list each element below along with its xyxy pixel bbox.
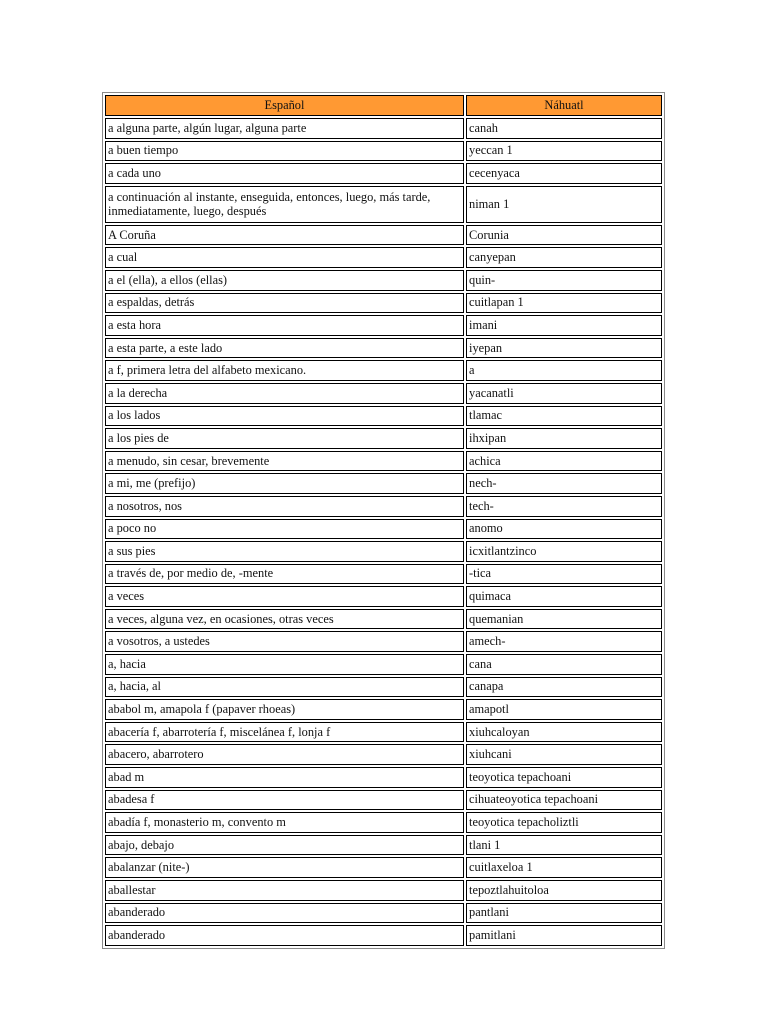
- table-row: [105, 722, 662, 743]
- cell-espanol: ababol m, amapola f (papaver rhoeas): [105, 699, 464, 720]
- cell-espanol: a cual: [105, 247, 464, 268]
- cell-espanol: abanderado: [105, 903, 464, 924]
- table-row: [105, 247, 662, 268]
- cell-nahuatl: amapotl: [466, 699, 662, 720]
- table-row: [105, 141, 662, 162]
- table-row: [105, 473, 662, 494]
- cell-nahuatl: cana: [466, 654, 662, 675]
- table-row: [105, 186, 662, 223]
- table-row: [105, 360, 662, 381]
- cell-espanol: a los lados: [105, 406, 464, 427]
- cell-espanol: a buen tiempo: [105, 141, 464, 162]
- cell-nahuatl: xiuhcani: [466, 744, 662, 765]
- table-row: [105, 163, 662, 184]
- cell-nahuatl: cuitlapan 1: [466, 293, 662, 314]
- cell-espanol: a través de, por medio de, -mente: [105, 564, 464, 585]
- cell-espanol: a poco no: [105, 519, 464, 540]
- cell-espanol: abadía f, monasterio m, convento m: [105, 812, 464, 833]
- cell-espanol: abacero, abarrotero: [105, 744, 464, 765]
- table-row: [105, 315, 662, 336]
- table-row: [105, 586, 662, 607]
- cell-espanol: a menudo, sin cesar, brevemente: [105, 451, 464, 472]
- table-row: [105, 270, 662, 291]
- cell-nahuatl: yacanatli: [466, 383, 662, 404]
- table-row: [105, 564, 662, 585]
- header-nahuatl: Náhuatl: [466, 95, 662, 116]
- cell-espanol: a veces: [105, 586, 464, 607]
- table-row: [105, 609, 662, 630]
- table-row: [105, 338, 662, 359]
- cell-nahuatl: xiuhcaloyan: [466, 722, 662, 743]
- table-row: [105, 903, 662, 924]
- cell-nahuatl: iyepan: [466, 338, 662, 359]
- cell-espanol: abacería f, abarrotería f, miscelánea f, lonja f: [105, 722, 464, 743]
- table-row: [105, 428, 662, 449]
- table-row: [105, 767, 662, 788]
- cell-espanol: abad m: [105, 767, 464, 788]
- cell-espanol: abajo, debajo: [105, 835, 464, 856]
- table-row: [105, 699, 662, 720]
- cell-nahuatl: canah: [466, 118, 662, 139]
- cell-nahuatl: anomo: [466, 519, 662, 540]
- cell-espanol: a cada uno: [105, 163, 464, 184]
- cell-espanol: A Coruña: [105, 225, 464, 246]
- dictionary-table: [102, 92, 665, 949]
- cell-espanol: a la derecha: [105, 383, 464, 404]
- table-row: [105, 496, 662, 517]
- cell-espanol: a el (ella), a ellos (ellas): [105, 270, 464, 291]
- cell-espanol: a espaldas, detrás: [105, 293, 464, 314]
- cell-nahuatl: a: [466, 360, 662, 381]
- cell-nahuatl: tepoztlahuitoloa: [466, 880, 662, 901]
- cell-espanol: abalanzar (nite-): [105, 857, 464, 878]
- cell-nahuatl: quemanian: [466, 609, 662, 630]
- cell-nahuatl: tech-: [466, 496, 662, 517]
- cell-espanol: a f, primera letra del alfabeto mexicano.: [105, 360, 464, 381]
- cell-nahuatl: Corunia: [466, 225, 662, 246]
- table-row: [105, 519, 662, 540]
- cell-nahuatl: tlani 1: [466, 835, 662, 856]
- cell-nahuatl: canapa: [466, 677, 662, 698]
- table-row: [105, 118, 662, 139]
- cell-espanol: abanderado: [105, 925, 464, 946]
- cell-espanol: a vosotros, a ustedes: [105, 631, 464, 652]
- table-row: [105, 406, 662, 427]
- cell-nahuatl: imani: [466, 315, 662, 336]
- cell-nahuatl: pantlani: [466, 903, 662, 924]
- table-row: [105, 541, 662, 562]
- table-row: [105, 744, 662, 765]
- table-row: [105, 880, 662, 901]
- cell-nahuatl: pamitlani: [466, 925, 662, 946]
- table-row: [105, 677, 662, 698]
- table-row: [105, 835, 662, 856]
- cell-nahuatl: cihuateoyotica tepachoani: [466, 790, 662, 811]
- cell-espanol: a los pies de: [105, 428, 464, 449]
- table-row: [105, 857, 662, 878]
- cell-nahuatl: cuitlaxeloa 1: [466, 857, 662, 878]
- cell-nahuatl: canyepan: [466, 247, 662, 268]
- cell-espanol: abadesa f: [105, 790, 464, 811]
- table-row: [105, 790, 662, 811]
- cell-nahuatl: yeccan 1: [466, 141, 662, 162]
- cell-espanol: a continuación al instante, enseguida, entonces, luego, más tarde, inmediatamente, luego, después: [105, 186, 464, 223]
- header-row: [105, 95, 662, 116]
- table-row: [105, 383, 662, 404]
- cell-nahuatl: cecenyaca: [466, 163, 662, 184]
- cell-espanol: aballestar: [105, 880, 464, 901]
- cell-nahuatl: ihxipan: [466, 428, 662, 449]
- cell-nahuatl: teoyotica tepacholiztli: [466, 812, 662, 833]
- cell-espanol: a esta parte, a este lado: [105, 338, 464, 359]
- cell-nahuatl: icxitlantzinco: [466, 541, 662, 562]
- cell-nahuatl: quimaca: [466, 586, 662, 607]
- table-row: [105, 925, 662, 946]
- cell-espanol: a, hacia, al: [105, 677, 464, 698]
- cell-nahuatl: teoyotica tepachoani: [466, 767, 662, 788]
- cell-nahuatl: nech-: [466, 473, 662, 494]
- cell-espanol: a veces, alguna vez, en ocasiones, otras veces: [105, 609, 464, 630]
- cell-espanol: a esta hora: [105, 315, 464, 336]
- cell-nahuatl: -tica: [466, 564, 662, 585]
- cell-nahuatl: niman 1: [466, 186, 662, 223]
- cell-nahuatl: amech-: [466, 631, 662, 652]
- table-body: [105, 118, 662, 946]
- cell-espanol: a, hacia: [105, 654, 464, 675]
- header-espanol: Español: [105, 95, 464, 116]
- cell-nahuatl: achica: [466, 451, 662, 472]
- cell-espanol: a alguna parte, algún lugar, alguna parte: [105, 118, 464, 139]
- table-row: [105, 225, 662, 246]
- cell-nahuatl: quin-: [466, 270, 662, 291]
- cell-espanol: a nosotros, nos: [105, 496, 464, 517]
- table-row: [105, 451, 662, 472]
- cell-nahuatl: tlamac: [466, 406, 662, 427]
- table-row: [105, 812, 662, 833]
- table-row: [105, 631, 662, 652]
- table-row: [105, 293, 662, 314]
- cell-espanol: a sus pies: [105, 541, 464, 562]
- cell-espanol: a mi, me (prefijo): [105, 473, 464, 494]
- table-row: [105, 654, 662, 675]
